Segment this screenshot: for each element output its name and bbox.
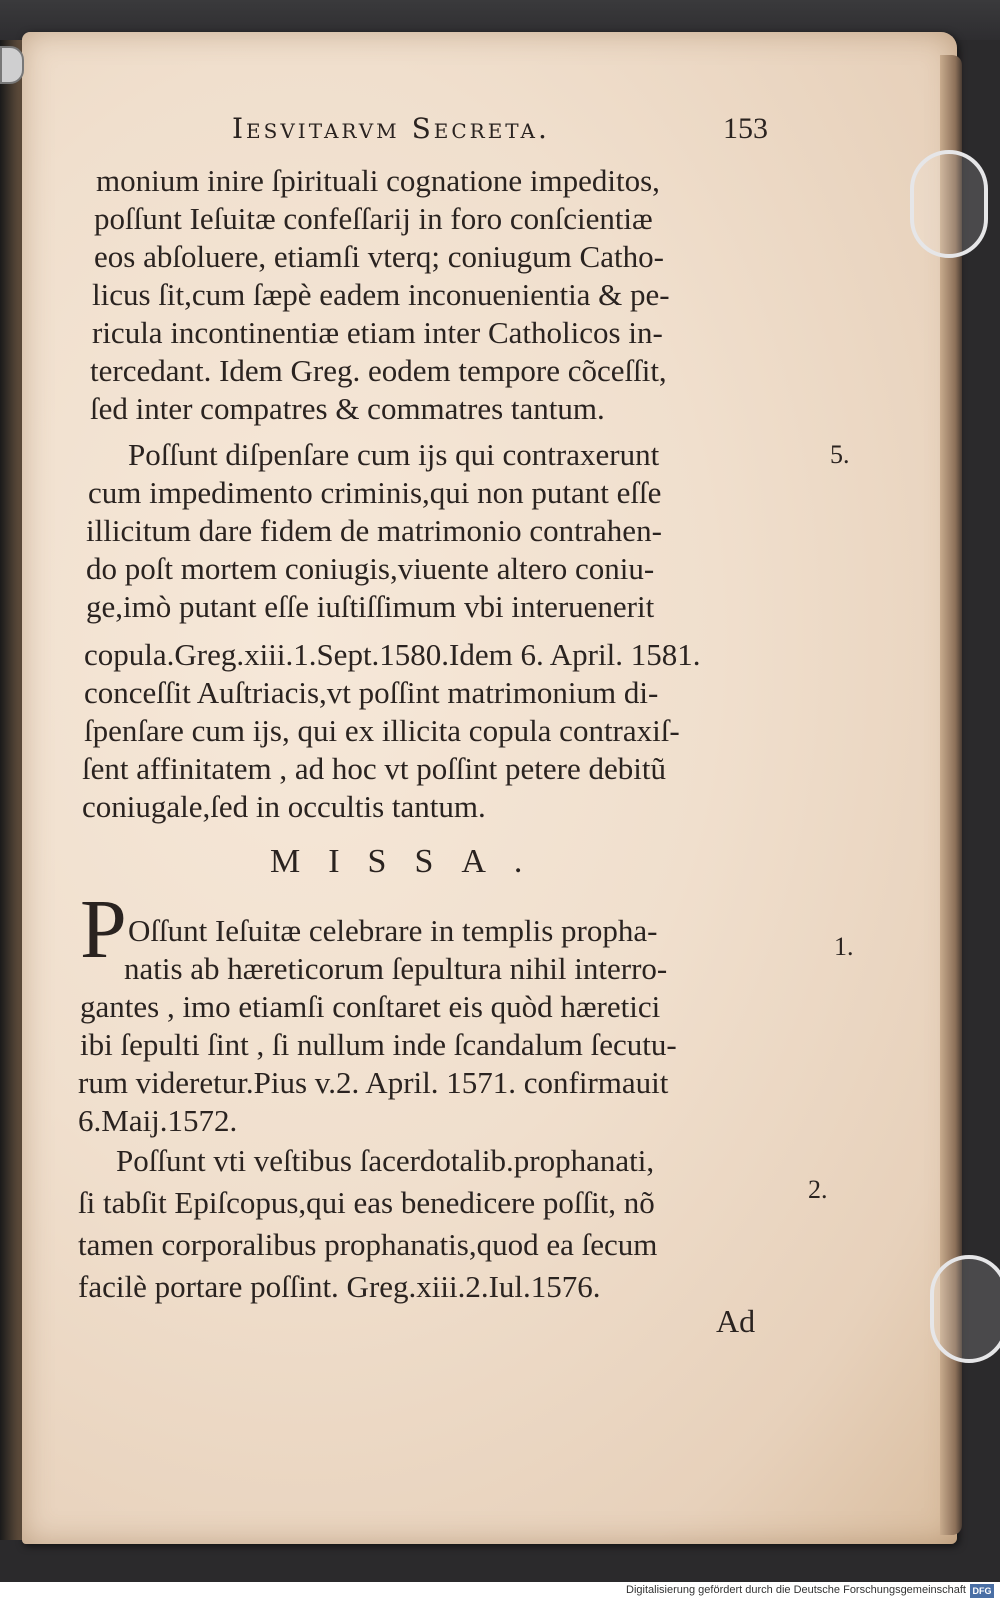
text-line: ibi ſepulti ſint , ſi nullum inde ſcandalum ſecutu- [80,1027,677,1062]
text-line: tamen corporalibus prophanatis,quod ea ſecum [78,1227,658,1262]
text-line: natis ab hæreticorum ſepultura nihil interro- [124,951,668,986]
clip-ring-bottom [930,1255,1000,1363]
text-line: poſſunt Ieſuitæ confeſſarij in foro conſcientiæ [94,201,653,236]
section-heading: MISSA. [270,843,551,880]
text-line: ge,imò putant eſſe iuſtiſſimum vbi interuenerit [86,589,655,624]
funding-credit: Digitalisierung gefördert durch die Deutsche Forschungsgemeinschaft [626,1584,966,1596]
text-line: ſed inter compatres & commatres tantum. [90,391,605,426]
text-line: facilè portare poſſint. Greg.xiii.2.Iul.1576. [78,1269,601,1304]
text-line: 6.Maij.1572. [78,1103,238,1138]
running-title: Iesvitarvm Secreta. [232,112,550,145]
text-line: licus ſit,cum ſæpè eadem inconuenientia & pe- [92,277,670,312]
text-line: copula.Greg.xiii.1.Sept.1580.Idem 6. April. 1581. [84,637,701,672]
text-line: Oſſunt Ieſuitæ celebrare in templis propha- [128,913,658,948]
text-line: conceſſit Auſtriacis,vt poſſint matrimonium di- [84,675,659,710]
margin-note: 2. [808,1175,828,1204]
text-line: gantes , imo etiamſi conſtaret eis quòd hæretici [80,989,661,1024]
catchword: Ad [716,1303,756,1339]
text-line: ſi tabſit Epiſcopus,qui eas benedicere poſſit, nõ [78,1185,655,1220]
text-line: coniugale,ſed in occultis tantum. [82,789,486,824]
page-clip [0,46,24,84]
margin-note: 5. [830,440,850,469]
text-line: ſpenſare cum ijs, qui ex illicita copula contraxiſ- [84,713,680,748]
text-line: eos abſoluere, etiamſi vterq; coniugum Catho- [94,239,664,274]
text-line: ricula incontinentiæ etiam inter Catholicos in- [92,315,663,350]
margin-note: 1. [834,932,854,961]
text-line: illicitum dare fidem de matrimonio contrahen- [86,513,662,548]
facing-page-fragment [4,180,24,300]
page-number: 153 [723,112,768,145]
text-line: monium inire ſpirituali cognatione impeditos, [96,163,660,198]
text-line: tercedant. Idem Greg. eodem tempore cõceſſit, [90,353,667,388]
clip-ring-top [910,150,988,258]
drop-capital: P [80,883,127,976]
text-line: rum videretur.Pius v.2. April. 1571. confirmauit [78,1065,669,1100]
text-line: cum impedimento criminis,qui non putant eſſe [88,475,662,510]
text-line: Poſſunt vti veſtibus ſacerdotalib.prophanati, [116,1143,655,1178]
text-line: ſent affinitatem , ad hoc vt poſſint petere debitũ [82,751,666,786]
dfg-logo: DFG [970,1584,994,1598]
text-line: Poſſunt diſpenſare cum ijs qui contraxerunt [128,437,660,472]
text-line: do poſt mortem coniugis,viuente altero coniu- [86,551,655,586]
